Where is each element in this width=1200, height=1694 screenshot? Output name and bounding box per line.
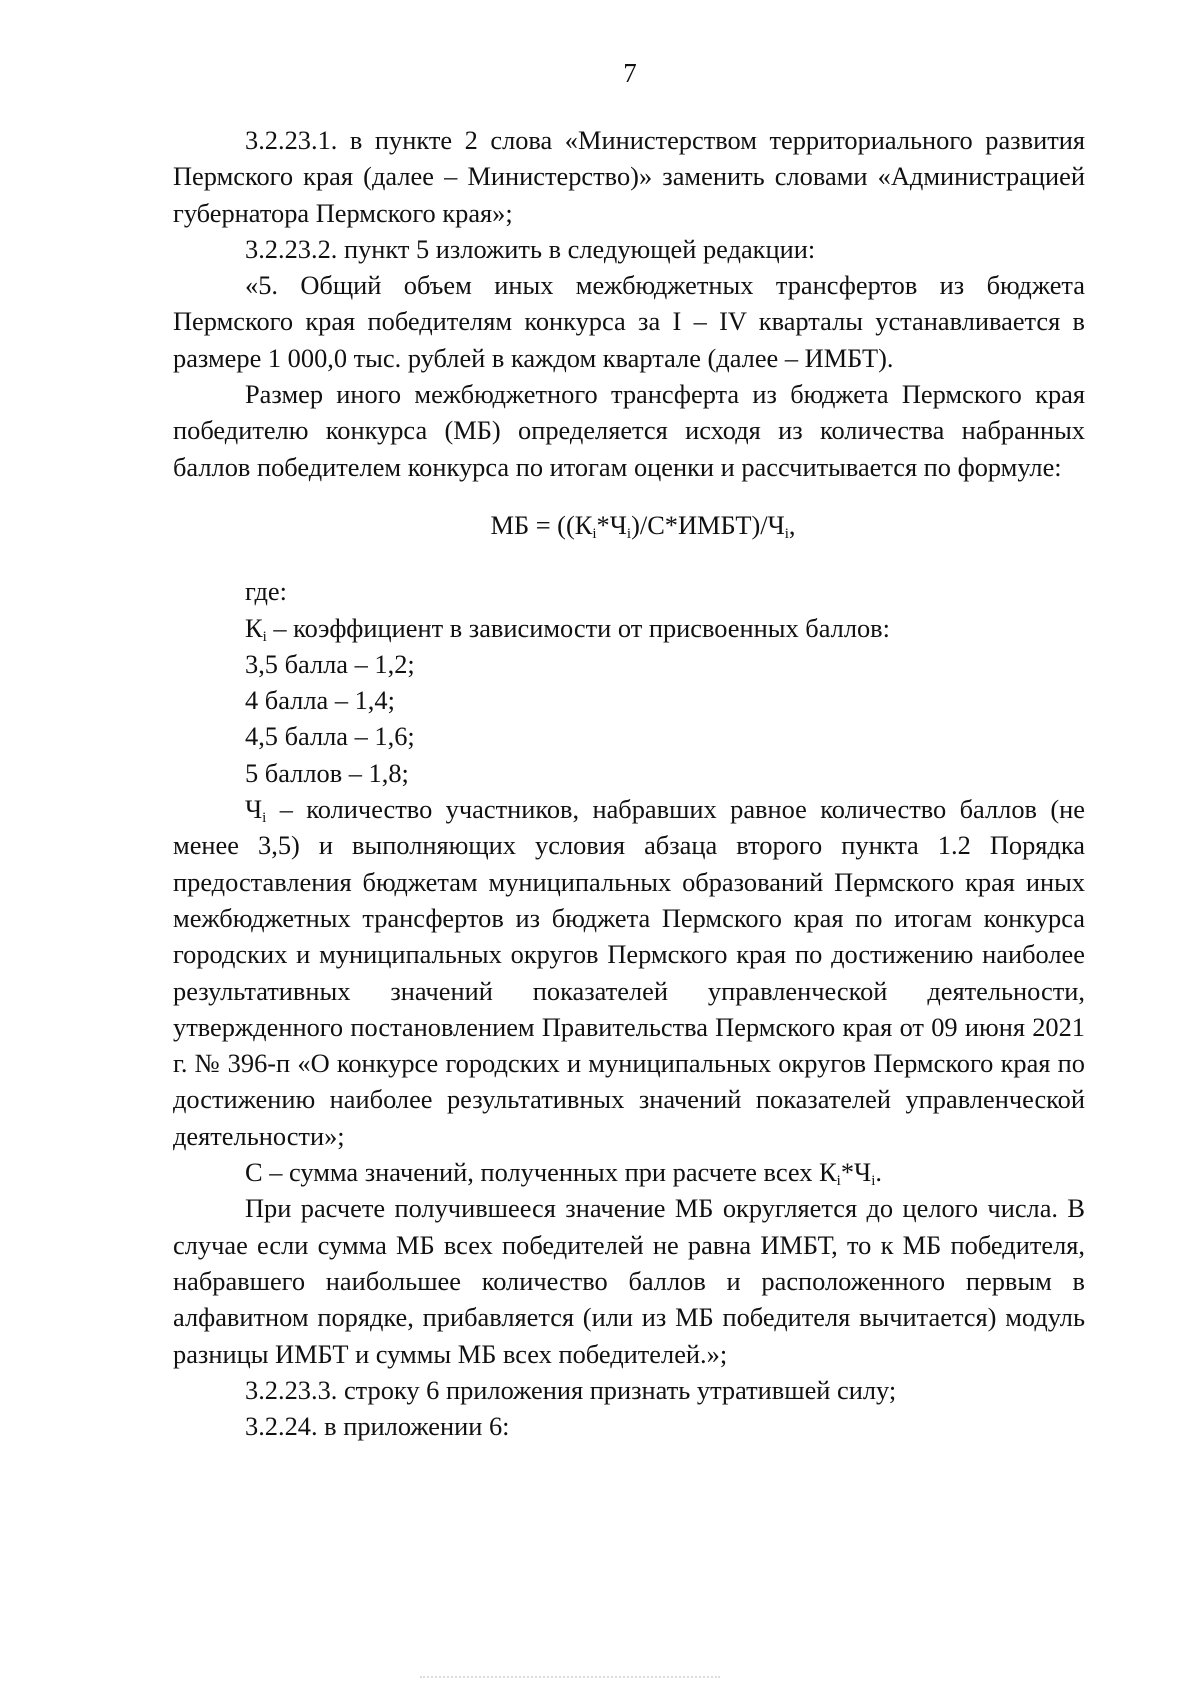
- paragraph-mb-size: Размер иного межбюджетного трансферта из бюджета Пермского края победителю конкурса (МБ) определяется исходя из количества набранных баллов победителем конкурса по итогам оценки и рассчитывается по формуле:: [173, 379, 1085, 482]
- rounding-paragraph: При расчете получившееся значение МБ округляется до целого числа. В случае если сумма МБ всех победителей не равна ИМБТ, то к МБ победителя, набравшего наибольшее количество баллов и расположенного первым в алфавитном порядке, прибавляется (или из МБ победителя вычитается) модуль разницы ИМБТ и суммы МБ всех победителей.»;: [173, 1193, 1085, 1369]
- chi-definition: [173, 791, 1085, 1154]
- c-subscript: i: [836, 1173, 841, 1190]
- paragraph-3-2-24: 3.2.24. в приложении 6:: [245, 1411, 510, 1442]
- formula-part: )/С*ИМБТ)/Ч: [631, 509, 785, 540]
- ki-value: 5 баллов – 1,8;: [245, 757, 409, 788]
- ki-symbol: К: [245, 612, 263, 643]
- formula-subscript: i: [592, 525, 597, 542]
- formula-part: *Ч: [596, 509, 627, 540]
- c-end: .: [875, 1157, 882, 1188]
- document-body: [173, 122, 1085, 1444]
- ki-text: – коэффициент в зависимости от присвоенных баллов:: [266, 612, 890, 643]
- c-mid: *Ч: [840, 1157, 872, 1188]
- formula-subscript: i: [784, 525, 789, 542]
- paragraph-3-2-23-1: 3.2.23.1. в пункте 2 слова «Министерством территориального развития Пермского края (далее – Министерство)» заменить словами «Администрацией губернатора Пермского края»;: [173, 125, 1085, 228]
- page-number: 7: [623, 58, 637, 88]
- ki-value: 4 балла – 1,4;: [245, 685, 395, 716]
- spacer: [173, 543, 1085, 573]
- paragraph-3-2-23-3: 3.2.23.3. строку 6 приложения признать утратившей силу;: [245, 1374, 897, 1405]
- chi-text: – количество участников, набравших равное количество баллов (не менее 3,5) и выполняющих условия абзаца второго пункта 1.2 Порядка предоставления бюджетам муниципальных образований Пермского края иных межбюджетных трансфертов из бюджета Пермского края по итогам конкурса городских и муниципальных округов Пермского края по достижению наиболее результативных значений показателей управленческой деятельности, утвержденного постановлением Правительства Пермского края от 09 июня 2021 г. № 396-п «О конкурсе городских и муниципальных округов Пермского края по достижению наиболее результативных значений показателей управленческой деятельности»;: [173, 794, 1085, 1151]
- ki-value: 4,5 балла – 1,6;: [245, 721, 415, 752]
- paragraph-point-5: «5. Общий объем иных межбюджетных трансфертов из бюджета Пермского края победителям конкурса за I – IV кварталы устанавливается в размере 1 000,0 тыс. рублей в каждом квартале (далее – ИМБТ).: [173, 270, 1085, 373]
- ki-subscript: i: [262, 628, 267, 645]
- formula-subscript: i: [626, 525, 632, 542]
- formula: [173, 507, 1085, 543]
- scan-artifact: [420, 1676, 720, 1682]
- c-text: С – сумма значений, полученных при расчете всех К: [245, 1157, 837, 1188]
- chi-subscript: i: [262, 810, 267, 827]
- c-subscript: i: [871, 1173, 876, 1190]
- formula-part: МБ = ((К: [490, 509, 593, 540]
- c-definition: [173, 1154, 1085, 1190]
- where-label: где:: [245, 576, 287, 607]
- ki-definition: [173, 610, 1085, 646]
- paragraph-3-2-23-2: 3.2.23.2. пункт 5 изложить в следующей редакции:: [245, 233, 816, 264]
- ki-value: 3,5 балла – 1,2;: [245, 648, 415, 679]
- chi-symbol: Ч: [245, 794, 263, 825]
- formula-part: ,: [788, 509, 796, 540]
